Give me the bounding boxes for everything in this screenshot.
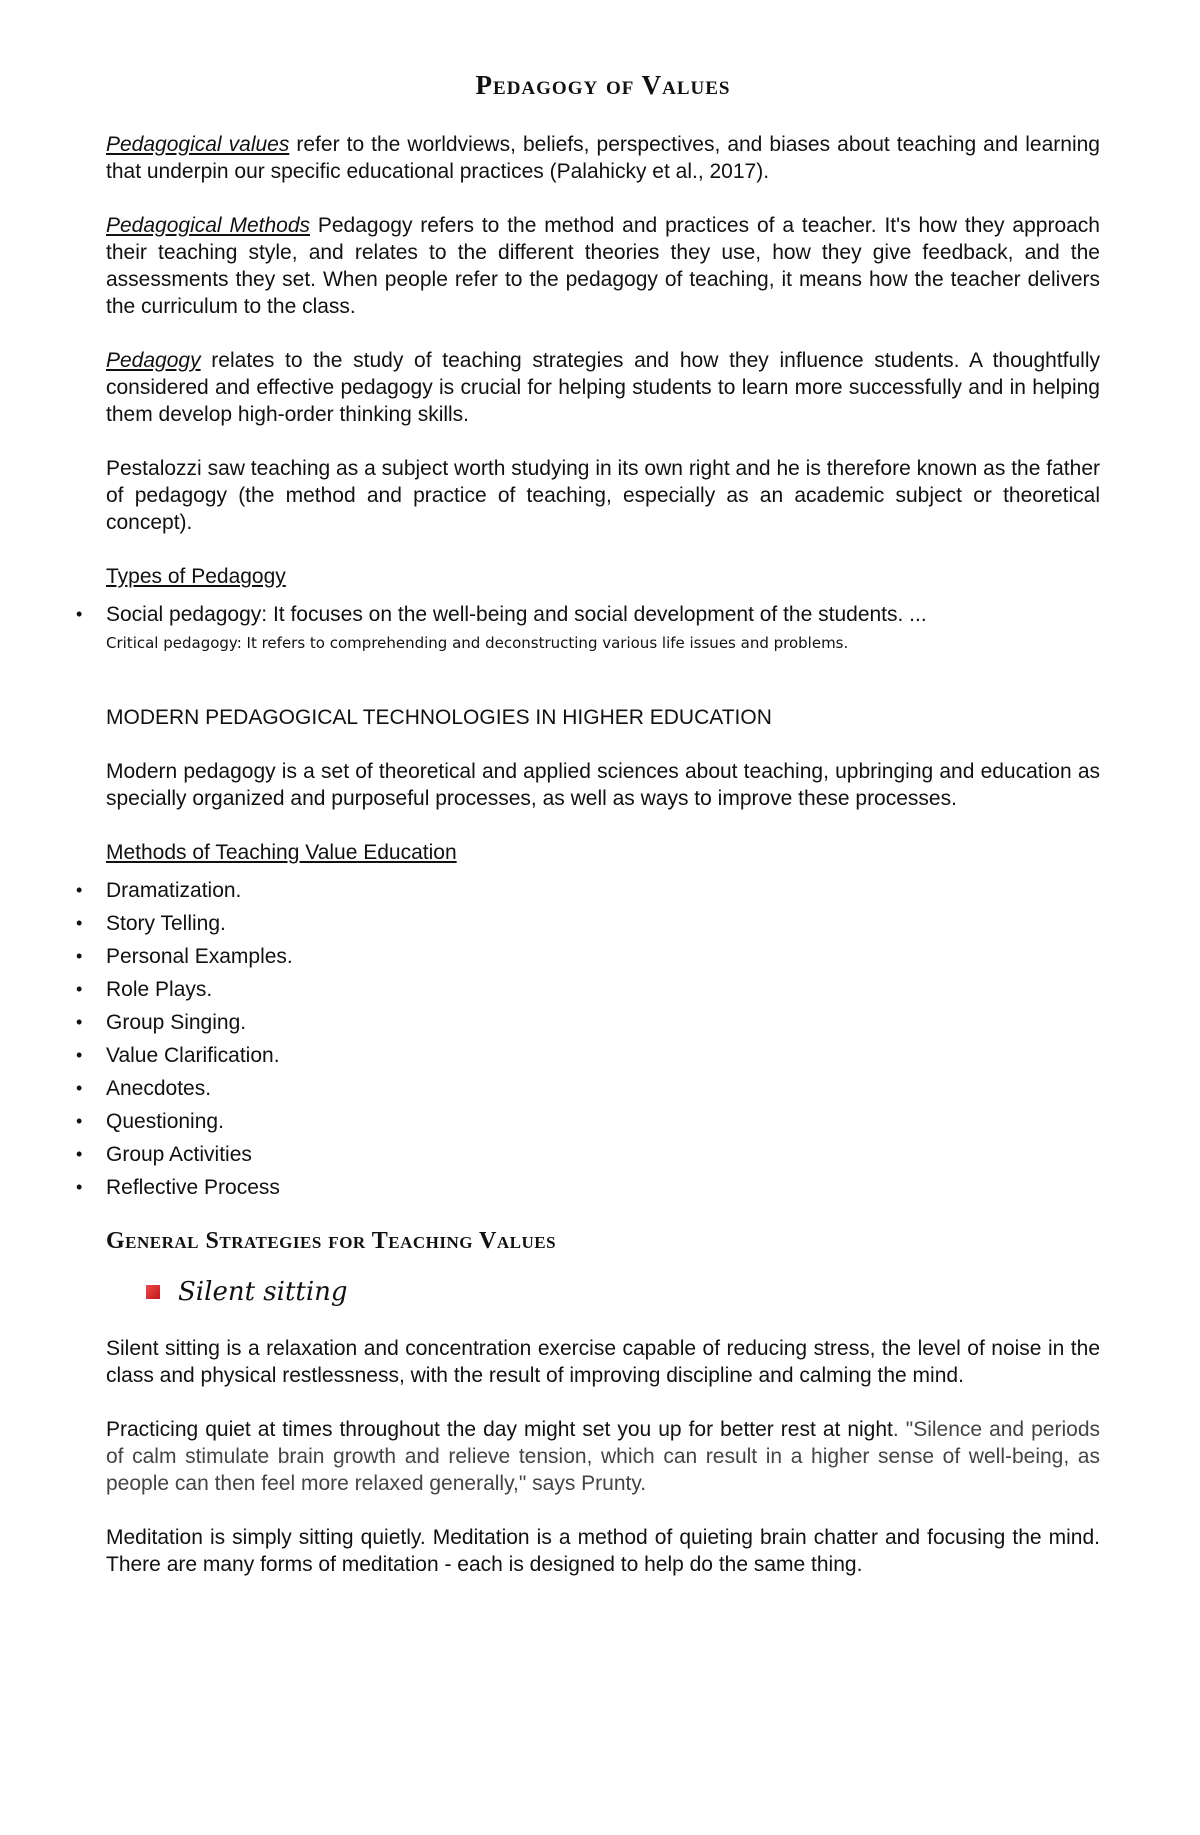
list-item: [76, 1171, 1100, 1204]
bullet-icon: •: [76, 946, 83, 966]
paragraph-text: Practicing quiet at times throughout the day might set you up for better rest at night: [106, 1418, 893, 1441]
paragraph-text: refer to the worldviews, beliefs, perspectives, and biases about teaching and learning that underpin our specific educational practices (Palahicky et al., 2017).: [106, 133, 1100, 183]
list-item-text: Group Singing.: [106, 1011, 247, 1034]
methods-heading: Methods of Teaching Value Education: [106, 841, 457, 864]
paragraph-silent-sitting: Silent sitting is a relaxation and concentration exercise capable of reducing stress, the level of noise in the class and physical restlessness, with the result of improving discipline and calming the mind.: [106, 1337, 1100, 1387]
bullet-icon: •: [76, 1078, 83, 1098]
paragraph-practicing-quiet: [106, 1416, 1100, 1497]
bullet-icon: •: [76, 1045, 83, 1065]
paragraph-pedagogical-methods: [106, 212, 1100, 320]
paragraph-text: Pedagogy refers to the method and practices of a teacher. It's how they approach their teaching style, and relates to the different theories they use, how they give feedback, and the assessments they set. When people refer to the pedagogy of teaching, it means how the teacher delivers the curriculum to the class.: [106, 214, 1100, 318]
silent-sitting-label: Silent sitting: [178, 1277, 348, 1307]
list-item-text: Questioning.: [106, 1110, 224, 1133]
term-pedagogical-methods: Pedagogical Methods: [106, 214, 310, 237]
paragraph-text: relates to the study of teaching strategies and how they influence students. A thoughtfully considered and effective pedagogy is crucial for helping students to learn more successfully and in helping them develop high-order thinking skills.: [106, 349, 1100, 426]
list-item-text: Reflective Process: [106, 1176, 280, 1199]
strategies-heading: General Strategies for Teaching Values: [106, 1228, 557, 1254]
paragraph-pestalozzi: Pestalozzi saw teaching as a subject worth studying in its own right and he is therefore known as the father of pedagogy (the method and practice of teaching, especially as an academic subject or theoretical concept).: [106, 457, 1100, 534]
list-item: [76, 1138, 1100, 1171]
list-item: [76, 907, 1100, 940]
red-square-bullet-icon: [146, 1285, 160, 1299]
methods-list: [76, 874, 1100, 1204]
list-item-text: Social pedagogy: It focuses on the well-being and social development of the students. ...: [106, 603, 927, 626]
list-item-text: Story Telling.: [106, 912, 226, 935]
list-item: [76, 1006, 1100, 1039]
types-list: [76, 598, 1100, 631]
list-item: [76, 1039, 1100, 1072]
bullet-icon: •: [76, 1177, 83, 1197]
modern-heading: MODERN PEDAGOGICAL TECHNOLOGIES IN HIGHER EDUCATION: [106, 706, 772, 729]
paragraph-modern: Modern pedagogy is a set of theoretical and applied sciences about teaching, upbringing and education as specially organized and purposeful processes, as well as ways to improve these processes.: [106, 760, 1100, 810]
document-page: [76, 70, 1100, 1578]
types-heading: Types of Pedagogy: [106, 565, 286, 588]
paragraph-pedagogical-values: [106, 131, 1100, 185]
list-item: [76, 1105, 1100, 1138]
list-item-text: Anecdotes.: [106, 1077, 212, 1100]
list-item: [76, 940, 1100, 973]
list-item: [76, 973, 1100, 1006]
page-title: Pedagogy of Values: [475, 70, 731, 100]
bullet-icon: •: [76, 1012, 83, 1032]
term-pedagogy: Pedagogy: [106, 349, 201, 372]
bullet-icon: •: [76, 1144, 83, 1164]
bullet-icon: •: [76, 604, 83, 624]
term-pedagogical-values: Pedagogical values: [106, 133, 290, 156]
list-item: [76, 874, 1100, 907]
bullet-icon: •: [76, 880, 83, 900]
silent-sitting-heading: [146, 1277, 1100, 1307]
list-item-text: Group Activities: [106, 1143, 252, 1166]
critical-pedagogy-note: Critical pedagogy: It refers to comprehending and deconstructing various life issues and problems.: [106, 634, 849, 652]
list-item-text: Role Plays.: [106, 978, 213, 1001]
list-item-text: Personal Examples.: [106, 945, 293, 968]
list-item: [76, 1072, 1100, 1105]
list-item-text: Value Clarification.: [106, 1044, 280, 1067]
paragraph-meditation: Meditation is simply sitting quietly. Meditation is a method of quieting brain chatter and focusing the mind. There are many forms of meditation - each is designed to help do the same thing.: [106, 1526, 1100, 1576]
bullet-icon: •: [76, 913, 83, 933]
prunty-quote: . "Silence and periods of calm stimulate brain growth and relieve tension, which can result in a higher sense of well-being, as people can then feel more relaxed generally," says Prunty.: [106, 1418, 1100, 1495]
list-item: [76, 598, 1100, 631]
paragraph-pedagogy: [106, 347, 1100, 428]
list-item-text: Dramatization.: [106, 879, 242, 902]
bullet-icon: •: [76, 1111, 83, 1131]
bullet-icon: •: [76, 979, 83, 999]
